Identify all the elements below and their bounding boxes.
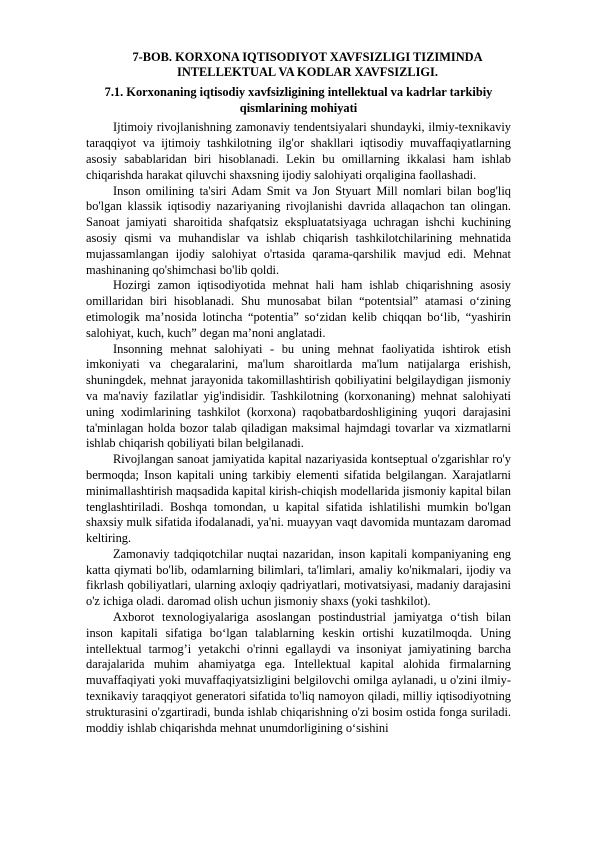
paragraph: Axborot texnologiyalariga asoslangan postindustrial jamiyatga o‘tish bilan inson kapitali sifatiga bo‘lgan talablarning keskin ortishi kuzatilmoqda. Uning intellektual tarmog’i yetakchi o'rinni egallaydi va insoniyat jamiyatining barcha darajalarida muhim ahamiyatga ega. Intellektual kapital alohida firmalarning muvaffaqiyati yoki muvaffaqiyatsizligini belgilovchi omilga aylanadi, u o'zini ilmiy-texnikaviy taraqqiyot generatori sifatida to'liq namoyon qiladi, milliy iqtisodiyotning strukturasini o'zgartiradi, bunda ishlab chiqarishning o'zi bosim ostida fonga suriladi. moddiy ishlab chiqarishda mehnat unumdorligining o‘sishini <box>86 610 511 735</box>
chapter-title: 7-BOB. KORXONA IQTISODIYOT XAVFSIZLIGI TIZIMINDA INTELLEKTUAL VA KODLAR XAVFSIZLIGI. <box>132 50 483 79</box>
paragraph: Ijtimoiy rivojlanishning zamonaviy tendentsiyalari shundayki, ilmiy-texnikaviy taraqqiyot va ijtimoiy tashkilotning ilg'or shakllari iqtisodiy muvaffaqiyatlarning asosiy sabablaridan biri hisoblanadi. Lekin bu omillarning ikkalasi ham ishlab chiqarishda harakat qiluvchi shaxsning ijodiy salohiyati orqaligina faollashadi. <box>86 120 511 182</box>
paragraph: Inson omilining ta'siri Adam Smit va Jon Styuart Mill nomlari bilan bog'liq bo'lgan klassik iqtisodiy nazariyaning rivojlanishi davrida allaqachon tan olingan. Sanoat jamiyati sharoitida shafqatsiz ekspluatatsiyaga uchragan ishchi kuchining asosiy qismi va muhandislar va ishlab chiqarish tashkilotchilarining mehnatida mujassamlangan ijodiy salohiyat o'rtasida qarama-qarshilik mavjud edi. Mehnat mashinaning qo'shimchasi bo'lib qoldi. <box>86 183 511 277</box>
section-title: 7.1. Korxonaning iqtisodiy xavfsizligining intellektual va kadrlar tarkibiy qismlarining mohiyati <box>104 85 493 115</box>
document-page <box>86 50 511 736</box>
paragraph: Rivojlangan sanoat jamiyatida kapital nazariyasida kontseptual o'zgarishlar ro'y bermoqda; Inson kapitali uning tarkibiy elementi sifatida belgilangan. Xarajatlarni minimallashtirish maqsadida kapital kirish-chiqish modellarida jismoniy kapital bilan tenglashtiriladi. Boshqa tomondan, u kapital sifatida ishlatilishi mumkin bo'lgan shaxsiy mulk sifatida ifodalanadi, ya'ni. muayyan vaqt davomida muntazam daromad keltiring. <box>86 452 511 546</box>
paragraph: Insonning mehnat salohiyati - bu uning mehnat faoliyatida ishtirok etish imkoniyati va chegaralarini, ma'lum sharoitlarda ma'lum natijalarga erishish, shuningdek, mehnat jarayonida takomillashtirish qobiliyatini belgilaydigan jismoniy va ma'naviy fazilatlar yig'indisidir. Tashkilotning (korxonaning) mehnat salohiyati uning xodimlarining tashkilot (korxona) raqobatbardoshligining yuqori darajasini ta'minlagan holda bozor talab qiladigan maksimal hajmdagi tovarlar va xizmatlarni ishlab chiqarish qobiliyati bilan belgilanadi. <box>86 341 511 451</box>
paragraph: Hozirgi zamon iqtisodiyotida mehnat hali ham ishlab chiqarishning asosiy omillaridan biri hisoblanadi. Shu munosabat bilan “potentsial” atamasi o‘zining etimologik ma’nosida lotincha “potentia” so‘zidan kelib chiqqan bo‘lib, “yashirin salohiyat, kuch, kuch” degan ma’noni anglatadi. <box>86 278 511 340</box>
paragraph: Zamonaviy tadqiqotchilar nuqtai nazaridan, inson kapitali kompaniyaning eng katta qiymati bo'lib, odamlarning bilimlari, ta'limlari, amaliy ko'nikmalari, ijodiy va fikrlash qobiliyatlari, ularning axloqiy qadriyatlari, motivatsiyasi, madaniy darajasini o'z ichiga oladi. daromad olish uchun jismoniy shaxs (yoki tashkilot). <box>86 546 511 609</box>
